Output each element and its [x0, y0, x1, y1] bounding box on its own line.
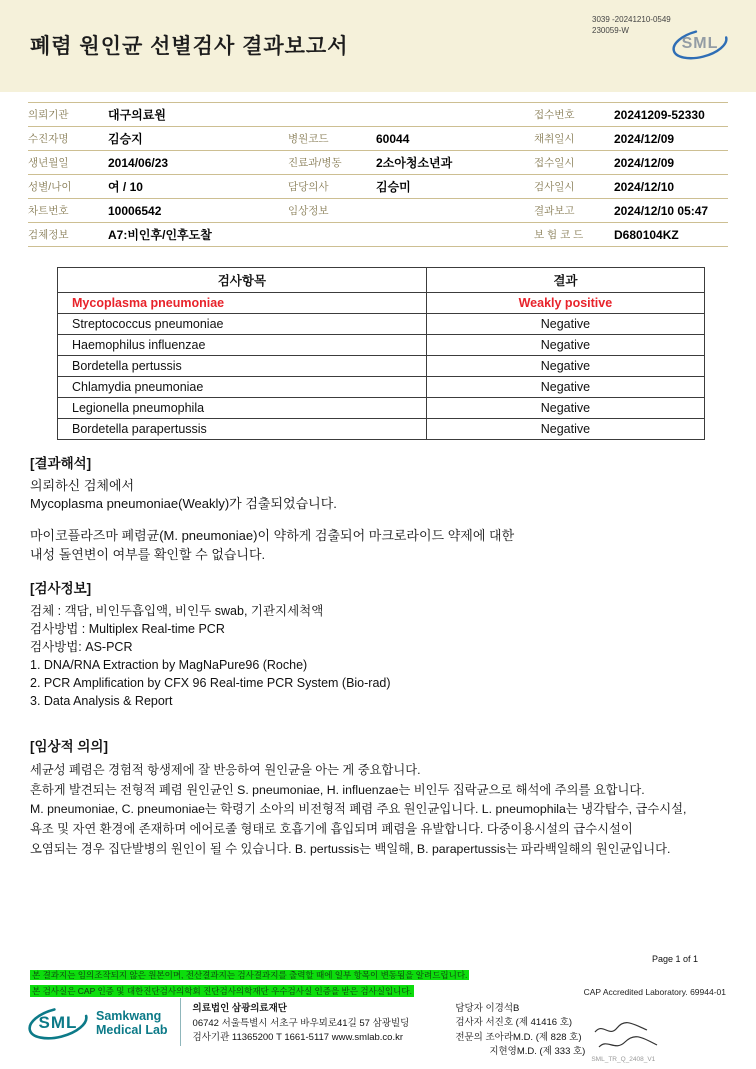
field-value: 2024/12/10 — [614, 179, 675, 194]
brand-name — [96, 1009, 168, 1038]
patient-info-row — [28, 199, 728, 223]
test-info-line: 검사방법 : Multiplex Real-time PCR — [30, 621, 225, 636]
signature-icon — [591, 1020, 663, 1054]
document-number-line2: 230059-W — [592, 25, 629, 35]
clinical-line: 세균성 폐렴은 경험적 항생제에 잘 반응하여 원인균을 아는 게 중요합니다. — [30, 762, 421, 777]
sml-footer-logo-text: SML — [38, 1013, 78, 1032]
result-row — [58, 377, 705, 398]
field-label: 임상정보 — [288, 205, 329, 217]
document-number — [592, 15, 671, 37]
results-header-row — [58, 268, 705, 293]
sml-footer-logo — [26, 1002, 90, 1044]
field-value: A7:비인후/인후도찰 — [108, 228, 212, 242]
field-label: 생년월일 — [28, 157, 69, 169]
field-value: 김승지 — [108, 132, 143, 146]
footer-brand — [26, 998, 168, 1044]
test-info-line: 검사방법: AS-PCR — [30, 639, 133, 654]
field-value: 60044 — [376, 131, 410, 146]
column-header-test: 검사항목 — [58, 268, 427, 293]
test-info-line: 1. DNA/RNA Extraction by MagNaPure96 (Roche) — [30, 657, 308, 672]
test-info-line: 2. PCR Amplification by CFX 96 Real-time PCR System (Bio-rad) — [30, 676, 391, 690]
field-value: 대구의료원 — [108, 108, 166, 122]
section-heading: [임상적 의의] — [30, 739, 108, 755]
column-header-result: 결과 — [426, 268, 704, 293]
interpretation-line: 의뢰하신 검체에서 — [30, 477, 135, 493]
organization-name: 의료법인 삼광의료재단 — [192, 1003, 287, 1014]
test-result: Negative — [426, 419, 704, 440]
staff-block — [455, 998, 656, 1064]
test-result: Negative — [426, 398, 704, 419]
result-row — [58, 419, 705, 440]
results-table — [57, 267, 705, 440]
section-heading: [결과해석] — [30, 456, 92, 471]
test-name: Chlamydia pneumoniae — [58, 377, 427, 398]
field-value: 10006542 — [108, 203, 162, 218]
test-name: Streptococcus pneumoniae — [58, 314, 427, 335]
field-label: 의뢰기관 — [28, 109, 69, 121]
staff-line: 전문의 조아라M.D. (제 828 호) — [455, 1031, 582, 1043]
section-heading: [검사정보] — [30, 580, 92, 596]
field-label: 검사일시 — [534, 181, 575, 193]
clinical-line: M. pneumoniae, C. pneumoniae는 학령기 소아의 비전형적 폐렴 주요 원인균입니다. L. pneumophila는 냉각탑수, 급수시설, — [30, 802, 687, 817]
field-value: 2024/12/09 — [614, 155, 675, 170]
test-info-section — [30, 579, 726, 710]
staff-line: 담당자 이경석B — [455, 1003, 520, 1014]
clinical-line: 흔하게 발견되는 전형적 폐렴 원인균인 S. pneumoniae, H. influenzae는 비인두 집락균으로 해석에 주의를 요합니다. — [30, 782, 645, 797]
patient-info-row — [28, 151, 728, 175]
interpretation-line: 마이코플라즈마 폐렴균(M. pneumoniae)이 약하게 검출되어 마크로라이드 약제에 대한 — [30, 528, 515, 544]
sml-logo-text: SML — [681, 35, 719, 52]
test-result: Weakly positive — [426, 293, 704, 314]
report-footer — [26, 998, 730, 1064]
test-name: Legionella pneumophila — [58, 398, 427, 419]
notice-highlighted: 본 검사실은 CAP 인증 및 대한진단검사의학회 진단검사의학재단 우수검사실 인증을 받은 검사실입니다. — [32, 986, 412, 996]
test-result: Negative — [426, 377, 704, 398]
field-label: 병원코드 — [288, 133, 329, 145]
staff-line: 지현영M.D. (제 333 호) — [489, 1045, 586, 1057]
field-value: 김승미 — [376, 180, 411, 194]
test-name: Mycoplasma pneumoniae — [58, 293, 427, 314]
interpretation-section — [30, 454, 726, 565]
patient-info-row — [28, 175, 728, 199]
test-info-line: 검체 : 객담, 비인두흡입액, 비인두 swab, 기관지세척액 — [30, 603, 324, 618]
test-name: Haemophilus influenzae — [58, 335, 427, 356]
brand-name-line1: Samkwang — [96, 1008, 162, 1023]
address-line: 06742 서울특별시 서초구 바우뫼로41길 57 삼광빌딩 — [192, 1017, 410, 1029]
field-label: 담당의사 — [288, 181, 329, 193]
interpretation-line: Mycoplasma pneumoniae(Weakly)가 검출되었습니다. — [30, 496, 337, 512]
field-value: 2024/12/10 05:47 — [614, 203, 709, 218]
patient-info-row — [28, 127, 728, 151]
field-value: 2014/06/23 — [108, 155, 169, 170]
field-value: 2소아청소년과 — [376, 156, 453, 170]
test-result: Negative — [426, 335, 704, 356]
test-name: Bordetella parapertussis — [58, 419, 427, 440]
field-label: 보 험 코 드 — [534, 229, 584, 241]
field-value: 20241209-52330 — [614, 107, 705, 122]
result-row — [58, 314, 705, 335]
cap-accreditation-text: CAP Accredited Laboratory. 69944-01 — [583, 987, 726, 997]
test-result: Negative — [426, 356, 704, 377]
clinical-line: 욕조 및 자연 환경에 존재하며 에어로졸 형태로 호흡기에 흡입되며 폐렴을 유발합니다. 다중이용시설의 급수시설이 — [30, 821, 633, 836]
field-label: 성별/나이 — [28, 181, 72, 193]
field-label: 채취일시 — [534, 133, 575, 145]
field-value: 2024/12/09 — [614, 131, 675, 146]
footer-notices — [30, 954, 726, 997]
interpretation-line: 내성 돌연변이 여부를 확인할 수 없습니다. — [30, 547, 266, 563]
test-result: Negative — [426, 314, 704, 335]
field-label: 접수일시 — [534, 157, 575, 169]
sml-logo — [670, 24, 730, 64]
result-row — [58, 335, 705, 356]
brand-name-line2: Medical Lab — [96, 1023, 168, 1037]
staff-line: 검사자 서진호 (제 41416 호) — [455, 1017, 573, 1029]
lab-address-block — [180, 998, 410, 1046]
field-label: 접수번호 — [534, 109, 575, 121]
field-label: 진료과/병동 — [288, 157, 342, 169]
clinical-section — [30, 736, 726, 859]
page-title: 폐렴 원인균 선별검사 결과보고서 — [30, 35, 349, 58]
field-label: 검체정보 — [28, 229, 69, 241]
spacer — [30, 514, 726, 527]
field-value: D680104KZ — [614, 227, 679, 242]
result-row — [58, 356, 705, 377]
field-label: 수진자명 — [28, 133, 69, 145]
clinical-line: 오염되는 경우 집단발병의 원인이 될 수 있습니다. B. pertussis는 백일해, B. parapertussis는 파라백일해의 원인균입니다. — [30, 841, 671, 856]
field-label: 차트번호 — [28, 205, 69, 217]
form-code: SML_TR_Q_2408_V1 — [591, 1056, 656, 1064]
page-number: Page 1 of 1 — [651, 954, 698, 964]
result-row — [58, 398, 705, 419]
document-number-line1: 3039 -20241210-0549 — [592, 15, 671, 24]
patient-info-row — [28, 223, 728, 247]
patient-info-row — [28, 103, 728, 127]
patient-info-table — [28, 102, 728, 247]
field-value: 여 / 10 — [108, 180, 143, 194]
test-info-line: 3. Data Analysis & Report — [30, 694, 173, 709]
contact-line: 검사기관 11365200 T 1661-5117 www.smlab.co.kr — [192, 1032, 403, 1044]
notice-highlighted: 본 결과지는 임의조작되지 않은 원본이며, 전산결과지는 검사결과지를 출력할 때에 일부 항목이 변동됨을 알려드립니다. — [32, 970, 468, 980]
test-name: Bordetella pertussis — [58, 356, 427, 377]
report-header — [0, 0, 756, 92]
field-label: 결과보고 — [534, 205, 575, 217]
result-row — [58, 293, 705, 314]
